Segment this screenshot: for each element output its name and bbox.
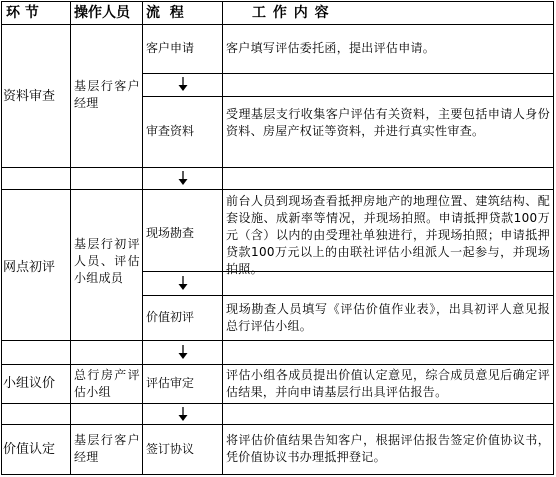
step-description: 前台人员到现场查看抵押房地产的地理位置、建筑结构、配套设施、成新率等情况，并现场拍照。申请抵押贷款100万元（含）以内的由受理社单独进行，并现场拍照；申请抵押贷款100万元以上的由联社评估小组派人一起参与，并现场拍照。: [226, 194, 550, 276]
step-description: 受理基层支行收集客户评估有关资料，主要包括申请人身份资料、房屋产权证等资料，并进行真实性审查。: [226, 107, 550, 138]
process-step: 价值初评: [146, 310, 195, 324]
down-arrow-icon: [177, 77, 189, 91]
header-process: 流 程: [146, 5, 184, 21]
down-arrow-icon: [177, 407, 189, 421]
process-step: 客户申请: [146, 41, 195, 55]
staff-label: 总行房产评估小组: [74, 368, 140, 399]
staff-label: 基层行初评人员、评估小组成员: [74, 237, 140, 285]
stage-label: 小组议价: [3, 376, 56, 391]
header-stage: 环 节: [6, 5, 39, 21]
down-arrow-icon: [177, 345, 189, 359]
staff-label: 基层行客户经理: [74, 433, 140, 464]
stage-label: 资料审查: [3, 89, 56, 104]
process-step: 签订协议: [146, 442, 195, 456]
step-description: 现场勘查人员填写《评估价值作业表》，出具初评人意见报总行评估小组。: [226, 302, 550, 333]
header-content: 工 作 内 容: [252, 5, 330, 21]
process-step: 评估审定: [146, 376, 195, 390]
process-step: 现场勘查: [146, 226, 195, 240]
step-description: 评估小组各成员提出价值认定意见，综合成员意见后确定评估结果，并向申请基层行出具评估报告。: [226, 368, 550, 399]
header-staff: 操作人员: [74, 5, 130, 21]
step-description: 客户填写评估委托函，提出评估申请。: [226, 41, 436, 55]
down-arrow-icon: [177, 171, 189, 185]
stage-label: 网点初评: [3, 260, 56, 275]
step-description: 将评估价值结果告知客户，根据评估报告签定价值协议书，凭价值协议书办理抵押登记。: [226, 433, 550, 464]
process-step: 审查资料: [146, 124, 195, 138]
staff-label: 基层行客户经理: [74, 79, 140, 110]
down-arrow-icon: [177, 276, 189, 290]
stage-label: 价值认定: [3, 442, 56, 457]
